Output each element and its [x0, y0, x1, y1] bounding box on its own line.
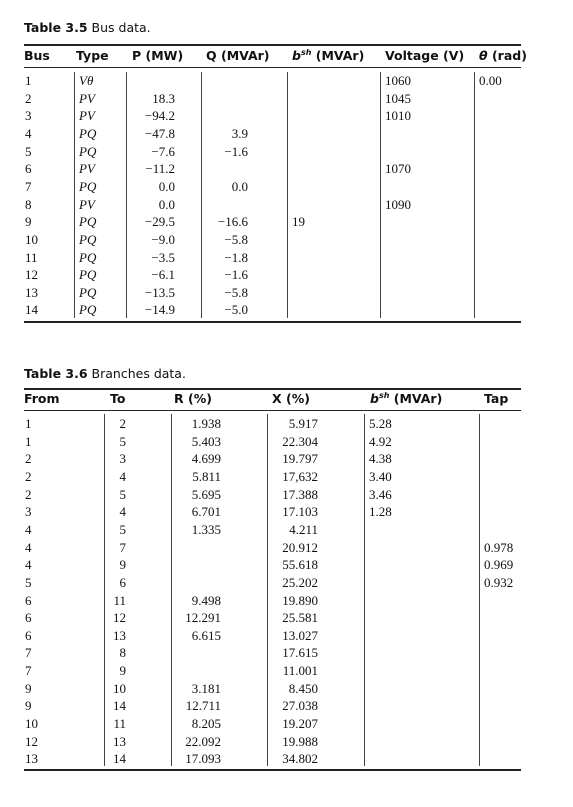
bus-number-cell: 11 [25, 249, 38, 265]
to-bus-cell: 13 [113, 627, 126, 643]
reactance-cell: 25.581 [282, 610, 318, 626]
col-header-theta [479, 48, 527, 63]
bus-type-cell: PQ [79, 249, 97, 265]
table-3-6-title: Branches data. [91, 366, 186, 381]
reactance-cell: 25.202 [282, 574, 318, 590]
reactance-cell: 19.797 [282, 451, 318, 467]
bsh-symbol: b [292, 48, 301, 64]
voltage-cell: 1070 [385, 161, 411, 177]
resistance-cell: 6.615 [191, 627, 221, 643]
table-3-6-bottom-rule [24, 769, 521, 771]
branch-susceptance-cell: 3.40 [369, 468, 392, 484]
from-bus-cell: 7 [25, 645, 32, 661]
reactance-cell: 55.618 [282, 557, 318, 573]
bus-type-cell: PQ [79, 231, 97, 247]
voltage-cell: 1060 [385, 73, 411, 88]
reactance-cell: 13.027 [282, 627, 318, 643]
resistance-cell: 6.701 [191, 504, 221, 520]
table-3-5-caption [24, 20, 151, 35]
table-3-6-top-rule [24, 388, 521, 390]
table-3-5-header-rule [24, 67, 521, 68]
branch-susceptance-cell: 4.38 [369, 451, 392, 467]
table-3-6-col-sep [364, 414, 365, 766]
active-power-cell: −14.9 [144, 302, 175, 318]
table-3-6-col-sep [479, 414, 480, 766]
bus-type-cell: Vθ [79, 73, 94, 88]
from-bus-cell: 2 [25, 451, 32, 467]
active-power-cell: −11.2 [145, 161, 175, 177]
reactance-cell: 22.304 [282, 433, 318, 449]
active-power-cell: −9.0 [151, 231, 175, 247]
bus-type-cell: PV [79, 161, 95, 177]
from-bus-cell: 9 [25, 698, 32, 714]
to-bus-cell: 5 [119, 521, 126, 537]
reactance-cell: 4.211 [289, 521, 318, 537]
col-header-voltage: Voltage (V) [385, 48, 465, 63]
active-power-cell: 0.0 [158, 196, 175, 212]
col-header-r: R (%) [174, 391, 212, 406]
col-header-branch-bsh [370, 391, 442, 406]
reactance-cell: 19.207 [282, 716, 318, 732]
active-power-cell: −47.8 [144, 125, 175, 141]
bus-number-cell: 2 [25, 90, 32, 106]
col-header-bsh [292, 48, 364, 63]
reactance-cell: 19.890 [282, 592, 318, 608]
from-bus-cell: 10 [25, 716, 38, 732]
from-bus-cell: 13 [25, 751, 38, 767]
bus-number-cell: 10 [25, 231, 38, 247]
reactance-cell: 17.615 [282, 645, 318, 661]
branch-susceptance-cell: 3.46 [369, 486, 392, 502]
to-bus-cell: 14 [113, 751, 126, 767]
active-power-cell: −29.5 [144, 214, 175, 230]
reactance-cell: 34.802 [282, 751, 318, 767]
reactance-cell: 8.450 [288, 680, 318, 696]
bsh-unit: (MVAr) [315, 48, 365, 64]
active-power-cell: −94.2 [144, 108, 175, 124]
reactance-cell: 5.917 [288, 416, 318, 431]
reactive-power-cell: −5.8 [224, 284, 248, 300]
reactance-cell: 27.038 [282, 698, 318, 714]
col-header-q: Q (MVAr) [206, 48, 270, 63]
bus-type-cell: PQ [79, 178, 97, 194]
to-bus-cell: 4 [119, 468, 126, 484]
to-bus-cell: 6 [119, 574, 126, 590]
from-bus-cell: 6 [25, 592, 32, 608]
reactance-cell: 17.388 [282, 486, 318, 502]
resistance-cell: 8.205 [191, 716, 221, 732]
reactive-power-cell: −16.6 [217, 214, 248, 230]
bus-number-cell: 14 [25, 302, 38, 318]
bus-number-cell: 9 [25, 214, 32, 230]
from-bus-cell: 7 [25, 663, 32, 679]
branch-susceptance-cell: 1.28 [369, 504, 392, 520]
reactance-cell: 11.001 [282, 663, 318, 679]
from-bus-cell: 1 [25, 433, 32, 449]
to-bus-cell: 11 [113, 716, 126, 732]
from-bus-cell: 4 [25, 557, 32, 573]
to-bus-cell: 12 [113, 610, 126, 626]
bus-number-cell: 6 [25, 161, 32, 177]
active-power-cell: −13.5 [144, 284, 175, 300]
table-3-6-caption [24, 366, 186, 381]
branch-susceptance-cell: 4.92 [369, 433, 392, 449]
resistance-cell: 3.181 [191, 680, 221, 696]
resistance-cell: 9.498 [191, 592, 221, 608]
to-bus-cell: 3 [119, 451, 126, 467]
active-power-cell: 18.3 [152, 90, 175, 106]
table-3-6-number: Table 3.6 [24, 366, 88, 381]
from-bus-cell: 9 [25, 680, 32, 696]
reactance-cell: 17.103 [282, 504, 318, 520]
table-3-5-top-rule [24, 44, 521, 46]
theta-unit: (rad) [491, 48, 527, 63]
table-3-5-col-sep [287, 72, 288, 318]
voltage-cell: 1045 [385, 90, 411, 106]
to-bus-cell: 2 [119, 416, 126, 431]
to-bus-cell: 5 [119, 433, 126, 449]
tap-cell: 0.978 [484, 539, 514, 555]
bus-number-cell: 4 [25, 125, 32, 141]
bus-type-cell: PQ [79, 284, 97, 300]
col-header-bus: Bus [24, 48, 50, 63]
bus-type-cell: PQ [79, 267, 97, 283]
bsh-superscript: sh [300, 48, 312, 57]
voltage-cell: 1090 [385, 196, 411, 212]
to-bus-cell: 11 [113, 592, 126, 608]
active-power-cell: −6.1 [151, 267, 175, 283]
reactance-cell: 19.988 [282, 733, 318, 749]
resistance-cell: 5.403 [191, 433, 221, 449]
reactance-cell: 20.912 [282, 539, 318, 555]
from-bus-cell: 12 [25, 733, 38, 749]
resistance-cell: 5.811 [192, 468, 221, 484]
bus-number-cell: 8 [25, 196, 32, 212]
resistance-cell: 12.711 [185, 698, 221, 714]
col-header-tap: Tap [484, 391, 509, 406]
reactive-power-cell: −5.0 [224, 302, 248, 318]
resistance-cell: 12.291 [185, 610, 221, 626]
table-3-5-col-sep [380, 72, 381, 318]
branch-bsh-symbol: b [370, 391, 379, 407]
from-bus-cell: 4 [25, 539, 32, 555]
bus-number-cell: 3 [25, 108, 32, 124]
bus-type-cell: PV [79, 108, 95, 124]
to-bus-cell: 9 [119, 557, 126, 573]
bus-type-cell: PQ [79, 143, 97, 159]
to-bus-cell: 9 [119, 663, 126, 679]
theta-symbol: θ [479, 48, 488, 63]
reactive-power-cell: −1.6 [224, 267, 248, 283]
col-header-p: P (MW) [132, 48, 184, 63]
col-header-type: Type [76, 48, 109, 63]
from-bus-cell: 6 [25, 627, 32, 643]
bus-type-cell: PQ [79, 125, 97, 141]
branch-susceptance-cell: 5.28 [369, 416, 392, 431]
to-bus-cell: 4 [119, 504, 126, 520]
from-bus-cell: 5 [25, 574, 32, 590]
to-bus-cell: 10 [113, 680, 126, 696]
reactive-power-cell: −1.6 [224, 143, 248, 159]
table-3-5-title: Bus data. [91, 20, 151, 35]
from-bus-cell: 2 [25, 468, 32, 484]
reactive-power-cell: −5.8 [224, 231, 248, 247]
table-3-6-header-rule [24, 410, 521, 411]
bus-type-cell: PQ [79, 302, 97, 318]
bus-number-cell: 7 [25, 178, 32, 194]
col-header-x: X (%) [272, 391, 310, 406]
from-bus-cell: 2 [25, 486, 32, 502]
voltage-cell: 1010 [385, 108, 411, 124]
table-3-5-bottom-rule [24, 321, 521, 323]
resistance-cell: 17.093 [185, 751, 221, 767]
bus-number-cell: 1 [25, 73, 32, 88]
from-bus-cell: 1 [25, 416, 32, 431]
tap-cell: 0.969 [484, 557, 514, 573]
bus-number-cell: 13 [25, 284, 38, 300]
reactive-power-cell: 3.9 [231, 125, 248, 141]
table-3-5-number: Table 3.5 [24, 20, 88, 35]
to-bus-cell: 14 [113, 698, 126, 714]
from-bus-cell: 3 [25, 504, 32, 520]
col-header-from: From [24, 391, 60, 406]
to-bus-cell: 8 [119, 645, 126, 661]
branch-bsh-unit: (MVAr) [393, 391, 443, 407]
bus-number-cell: 12 [25, 267, 38, 283]
resistance-cell: 4.699 [191, 451, 221, 467]
reactive-power-cell: −1.8 [224, 249, 248, 265]
reactive-power-cell: 0.0 [231, 178, 248, 194]
resistance-cell: 5.695 [191, 486, 221, 502]
to-bus-cell: 5 [119, 486, 126, 502]
table-3-5-col-sep [474, 72, 475, 318]
col-header-to: To [110, 391, 126, 406]
bus-type-cell: PV [79, 90, 95, 106]
from-bus-cell: 4 [25, 521, 32, 537]
active-power-cell: −3.5 [151, 249, 175, 265]
angle-cell: 0.00 [479, 73, 502, 88]
resistance-cell: 1.938 [191, 416, 221, 431]
reactance-cell: 17,632 [282, 468, 318, 484]
bus-number-cell: 5 [25, 143, 32, 159]
shunt-susceptance-cell: 19 [292, 214, 305, 230]
to-bus-cell: 13 [113, 733, 126, 749]
tap-cell: 0.932 [484, 574, 514, 590]
branch-bsh-superscript: sh [378, 391, 390, 400]
resistance-cell: 1.335 [191, 521, 221, 537]
bus-type-cell: PV [79, 196, 95, 212]
to-bus-cell: 7 [119, 539, 126, 555]
table-3-5-col-sep [74, 72, 75, 318]
bus-type-cell: PQ [79, 214, 97, 230]
active-power-cell: 0.0 [158, 178, 175, 194]
resistance-cell: 22.092 [185, 733, 221, 749]
active-power-cell: −7.6 [151, 143, 175, 159]
from-bus-cell: 6 [25, 610, 32, 626]
